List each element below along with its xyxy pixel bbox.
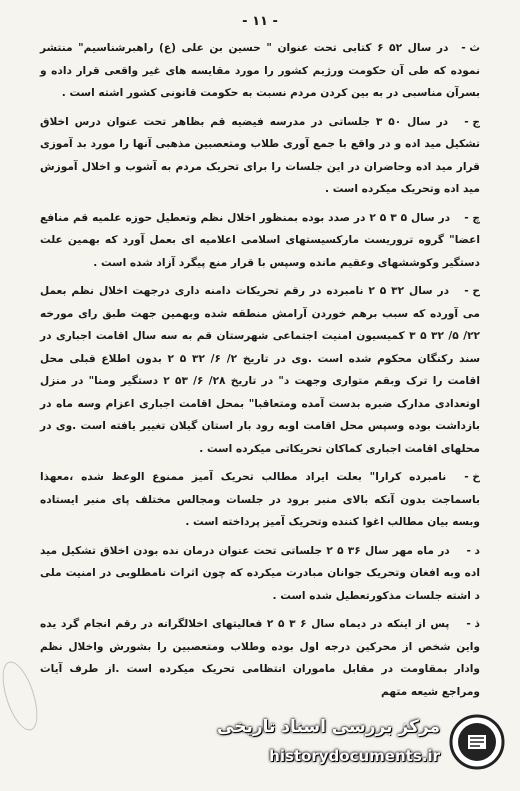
paragraph-text: در سال ۵ ۳ ۵ ۲ در صدد بوده بمنظور اخلال نظم وتعطیل حوزه علمیه قم منافع اعضا" گروه تروریست مارکسیستهای اسلامی اعلامیه ای بعمل آورد که بهمین علت دستگیر وکوششهای وعقیم مانده وسپس با قرار منع پیگرد آزاد شده است . [40, 211, 480, 269]
paragraph-text: در ماه مهر سال ۳۶ ۵ ۲ جلساتی تحت عنوان درمان نده بودن اخلاق تشکیل مید اده وبه افغان وتحریک جوانان مبادرت میکرده که چون اثرات نامطلوبی در امنیت ملی د اشته جلسات مذکورتعطیل شده است . [40, 544, 480, 602]
paragraph-che [40, 207, 480, 275]
paragraph-marker: ث - [461, 42, 480, 54]
paragraph-jim [40, 111, 480, 201]
paragraph-text: در سال ۵۰ ۳ جلساتی در مدرسه فیضیه قم بظاهر تحت عنوان درس اخلاق تشکیل مید اده و در واقع با جمع آوری طلاب ومتعصبین مذهبی آنها را مورد بد آموزی قرار مید اده وحاضران در این جلسات را برای تحریک مردم به آشوب و اخلال آموزش مید اده وتحریک میکرده است . [40, 115, 480, 195]
paragraph-text: در سال ۳۲ ۵ ۲ نامبرده در رقم تحریکات دامنه داری درجهت اخلال نظم بعمل می آورده که سبب برهم خوردن آرامش منطقه شده وبهمین جهت طبق رای مورخه ۲۲/ ۵/ ۳۲ ۵ ۳ کمیسیون امنیت اجتماعی شهرستان قم به سه سال اقامت اجباری در سند رکنگان محکوم شده است .وی در تاریخ ۲/ ۶/ ۳۲ ۵ ۲ بدون اطلاع قبلی محل اقامت را ترک وبقم متواری وجهت د" در تاریخ ۲۸/ ۶/ ۵۳ ۲ دستگیر ومنا" در منزل اوتعدادی مدارک ضبره بدست آمده ومتعاقبا" بمحل اقامت اجباری اعزام وسه ماه در بازداشت بوده وسپس محل اقامت اوبه رود بار استان گیلان تغییر یافته است .وی در محلهای اقامت اجباری کماکان تحریکاتی میکرده است . [40, 285, 481, 455]
archive-logo-icon [448, 713, 506, 771]
paragraph-marker: خ - [464, 471, 480, 483]
paragraph-text: نامبرده کرارا" بعلت ایراد مطالب تحریک آمیز ممنوع الوعظ شده ،معهذا باسماجت بدون آنکه بالای منبر برود در جلسات ومجالس مختلف پای منبر ایستاده وبسه بیان مطالب اغوا کننده وتحریک آمیز پرداخته است . [40, 471, 480, 528]
page-number: - ۱۱ - [242, 14, 278, 29]
paragraph-text: در سال ۵۲ ۶ کتابی تحت عنوان " حسین بن علی (ع) راهبرشناسیم" منتشر نموده که طی آن حکومت ورژیم کشور را مورد مقایسه های غیر واقعی قرار داده و بسرآن مناسبی در به بین کردن مردم نسبت به حکومت قانونی کشور اشته است . [40, 42, 480, 99]
paragraph-khe [40, 466, 480, 534]
paragraph-he [40, 280, 480, 460]
paragraph-tha [40, 37, 480, 105]
paragraph-marker: ح - [464, 285, 480, 297]
watermark-title: مرکز بررسی اسناد تاریخی [217, 717, 440, 737]
paragraph-text: پس از اینکه در دیماه سال ۶ ۳ ۵ ۲ فعالیتهای اخلالگرانه در رقم انجام گرد یده واین شخص از محرکین درجه اول بوده وطلاب ومتعصبین را بشورش واخلال نظم وادار بمقاومت در مقابل ماموران انتظامی تحریک میکرده است .از طرف آیات ومراجع شیعه متهم [40, 618, 480, 698]
watermark [206, 713, 506, 777]
paragraph-marker: ذ - [466, 618, 480, 630]
paragraph-marker: د - [466, 544, 480, 557]
paragraph-marker: ج - [464, 115, 480, 128]
paragraph-zal [40, 613, 480, 703]
paragraph-dal [40, 540, 480, 608]
paragraph-marker: چ - [464, 211, 480, 224]
watermark-url: historydocuments.ir [269, 747, 440, 765]
